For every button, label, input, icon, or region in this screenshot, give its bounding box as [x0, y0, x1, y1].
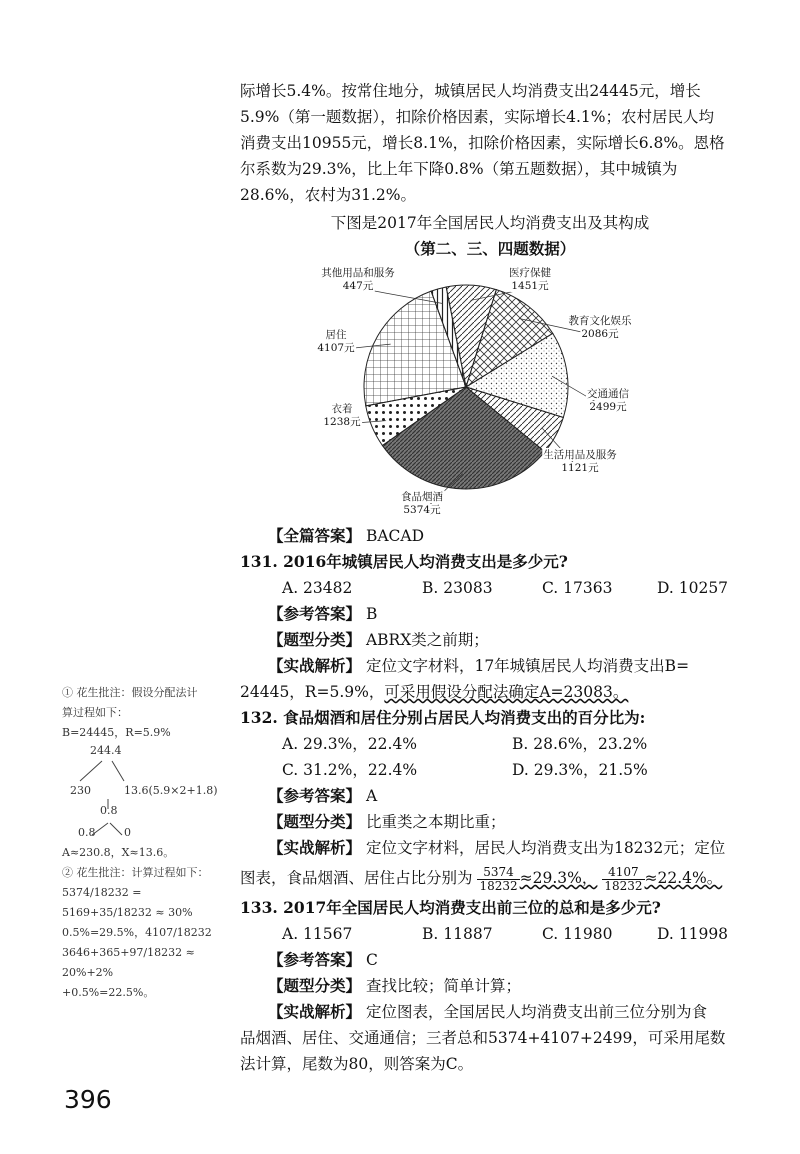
tree-left: 230: [70, 784, 91, 797]
q132-approx-1: ≈29.3%，: [519, 869, 598, 887]
side-tree: [62, 743, 234, 843]
q132-analysis-2a: 图表，食品烟酒、居住占比分别为: [240, 869, 473, 887]
pie-label-value-8: 4107元: [317, 342, 355, 354]
pie-label-name-4: 交通通信: [587, 388, 629, 400]
q133-option-a: A. 11567: [282, 925, 353, 943]
side-note2-title: ② 花生批注：计算过程如下：: [62, 866, 209, 879]
side-note1-title: ① 花生批注：假设分配法计: [62, 686, 198, 699]
pie-label-value-6: 5374元: [403, 504, 441, 516]
q132-options: [240, 731, 740, 783]
q131-type-label: 【题型分类】: [268, 630, 362, 649]
q131-analysis-label: 【实战解析】: [268, 656, 362, 675]
all-answers-label: 【全篇答案】: [268, 526, 362, 545]
q132-fraction-1: $\frac{5374}{18232}$: [479, 864, 518, 893]
q131-analysis-2b: 可采用假设分配法确定A=23083。: [384, 683, 629, 701]
pie-label-name-3: 教育文化娱乐: [568, 315, 632, 327]
q133-analysis-1: 定位图表，全国居民人均消费支出前三位分别为食: [365, 1003, 707, 1021]
q131-ref-label: 【参考答案】: [268, 604, 362, 623]
side-note2-f3: 3646+365+97/18232 ≈ 20%+2%: [62, 946, 195, 979]
q133-option-c: C. 11980: [542, 925, 613, 943]
chart-subtitle: （第二、三、四题数据）: [404, 239, 576, 258]
side-notes: [62, 683, 234, 1003]
q133-options: [240, 921, 740, 947]
q131-stem: 131. 2016年城镇居民人均消费支出是多少元?: [240, 552, 568, 571]
q133-ref: C: [365, 951, 378, 969]
side-note1-title2: 算过程如下：: [62, 706, 128, 719]
q131-option-c: C. 17363: [542, 579, 613, 597]
q131-option-d: D. 10257: [657, 579, 729, 597]
tree-root: 244.4: [90, 744, 122, 757]
pie-label-value-3: 2086元: [581, 328, 619, 340]
q132-stem: 132. 食品烟酒和居住分别占居民人均消费支出的百分比为:: [240, 708, 646, 727]
q133-type-label: 【题型分类】: [268, 976, 362, 995]
intro-line-2: 5.9%（第一题数据），扣除价格因素，实际增长4.1%；农村居民人均: [240, 108, 715, 126]
all-answers-value: BACAD: [365, 527, 425, 545]
side-note1-given: B=24445，R=5.9%: [62, 726, 171, 739]
q132-option-a: A. 29.3%，22.4%: [282, 735, 418, 753]
q132-option-d: D. 29.3%，21.5%: [512, 761, 648, 779]
q132-type-label: 【题型分类】: [268, 812, 362, 831]
q131-option-a: A. 23482: [282, 579, 353, 597]
q133-stem: 133. 2017年全国居民人均消费支出前三位的总和是多少元?: [240, 898, 661, 917]
intro-line-4: 尔系数为29.3%，比上年下降0.8%（第五题数据），其中城镇为: [240, 160, 678, 178]
q132-approx-2: ≈22.4%。: [644, 869, 723, 887]
pie-label-name-1: 其他用品和服务: [321, 267, 395, 279]
q133-option-d: D. 11998: [657, 925, 729, 943]
intro-line-5: 28.6%，农村为31.2%。: [240, 186, 416, 204]
tree-lr: 0: [124, 826, 131, 839]
intro-line-1: 际增长5.4%。按常住地分，城镇居民人均消费支出24445元，增长: [240, 82, 701, 100]
q133-ref-label: 【参考答案】: [268, 950, 362, 969]
q132-fraction-2: $\frac{4107}{18232}$: [604, 864, 643, 893]
pie-label-value-7: 1238元: [323, 416, 361, 428]
q131-analysis-2a: 24445，R=5.9%，: [240, 683, 385, 701]
pie-label-value-5: 1121元: [561, 462, 599, 474]
pie-label-value-1: 447元: [342, 280, 374, 292]
q133-analysis-3: 法计算，尾数为80，则答案为C。: [240, 1055, 474, 1073]
q132-analysis-label: 【实战解析】: [268, 838, 362, 857]
q133-analysis-label: 【实战解析】: [268, 1002, 362, 1021]
q131-options: [240, 575, 740, 601]
pie-chart-svg: [240, 262, 740, 517]
q132-option-b: B. 28.6%，23.2%: [512, 735, 648, 753]
q132-type: 比重类之本期比重；: [365, 813, 506, 831]
q133-analysis-2: 品烟酒、居住、交通通信；三者总和5374+4107+2499，可采用尾数: [240, 1029, 726, 1047]
side-note1-result: A≈230.8，X≈13.6。: [62, 846, 175, 859]
q131-type: ABRX类之前期；: [365, 631, 489, 649]
side-note2-f1: 5374/18232 = 5169+35/18232 ≈ 30%: [62, 886, 193, 919]
page-number: 396: [64, 1085, 112, 1114]
side-note2-f4: +0.5%=22.5%。: [62, 986, 155, 999]
tree-mid: 0.8: [100, 804, 118, 817]
intro-line-3: 消费支出10955元，增长8.1%，扣除价格因素，实际增长6.8%。恩格: [240, 134, 725, 152]
q132-ref-label: 【参考答案】: [268, 786, 362, 805]
pie-label-name-2: 医疗保健: [509, 267, 551, 279]
q132-ref: A: [365, 787, 378, 805]
q132-analysis-1: 定位文字材料，居民人均消费支出为18232元；定位: [365, 839, 726, 857]
pie-label-name-8: 居住: [325, 329, 347, 341]
pie-chart: [240, 262, 740, 517]
pie-label-name-7: 衣着: [331, 403, 353, 415]
pie-label-value-2: 1451元: [511, 280, 549, 292]
q131-option-b: B. 23083: [422, 579, 493, 597]
pie-label-value-4: 2499元: [589, 401, 627, 413]
q133-type: 查找比较；简单计算；: [365, 977, 521, 995]
main-column: [240, 78, 740, 1077]
all-answers: [240, 523, 740, 549]
q131-analysis-1: 定位文字材料，17年城镇居民人均消费支出B=: [365, 657, 690, 675]
chart-title: 下图是2017年全国居民人均消费支出及其构成: [330, 214, 650, 232]
q132-option-c: C. 31.2%，22.4%: [282, 761, 418, 779]
side-note2-f2: 0.5%=29.5%，4107/18232: [62, 926, 212, 939]
q133-option-b: B. 11887: [422, 925, 493, 943]
pie-label-name-5: 生活用品及服务: [543, 449, 617, 461]
q131-ref: B: [365, 605, 378, 623]
tree-right: 13.6(5.9×2+1.8): [124, 784, 218, 797]
pie-label-name-6: 食品烟酒: [401, 491, 443, 503]
tree-ll: 0.8: [78, 826, 96, 839]
